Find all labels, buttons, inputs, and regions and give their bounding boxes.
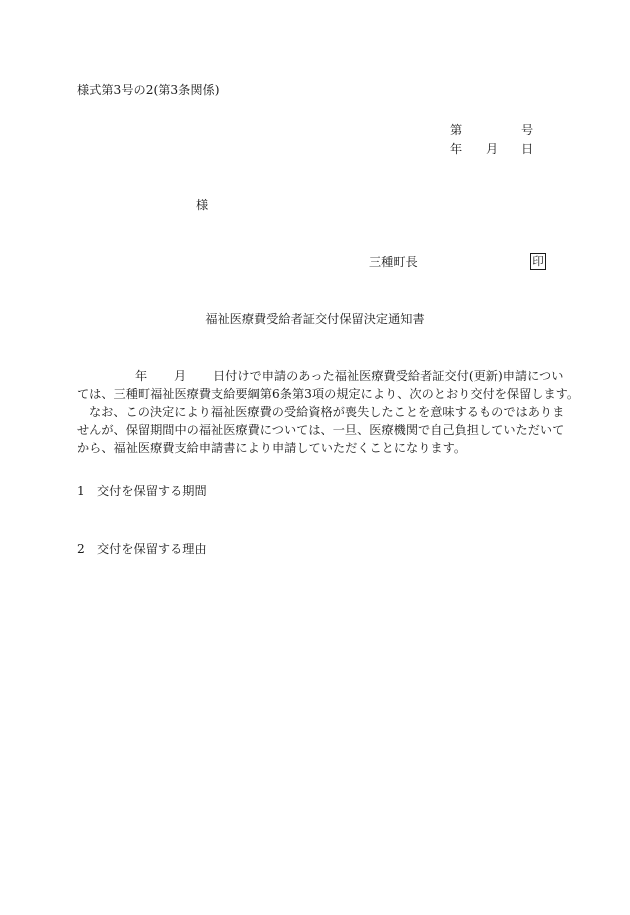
document-number-suffix: 号 xyxy=(521,123,534,137)
item-period xyxy=(77,485,207,497)
date-day-label: 日 xyxy=(521,142,534,156)
recipient-honorific: 様 xyxy=(196,198,209,212)
date-year-label: 年 xyxy=(450,142,463,156)
body-date-month-label: 月 xyxy=(174,369,187,383)
item-number: 2 xyxy=(77,542,85,556)
body-line-5: から、福祉医療費支給申請書により申請していただくことになります。 xyxy=(77,441,467,455)
document-title: 福祉医療費受給者証交付保留決定通知書 xyxy=(205,312,425,326)
document-number-prefix: 第 xyxy=(450,123,463,137)
form-number: 様式第3号の2(第3条関係) xyxy=(77,83,220,97)
item-number: 1 xyxy=(77,484,85,498)
body-date-year-label: 年 xyxy=(135,369,148,383)
item-label: 交付を保留する理由 xyxy=(97,542,207,556)
date-month-label: 月 xyxy=(486,142,499,156)
seal-stamp: 印 xyxy=(530,253,546,270)
body-line-4: せんが、保留期間中の福祉医療費については、一旦、医療機関で自己負担していただいて xyxy=(77,423,565,437)
body-line-3: なお、この決定により福祉医療費の受給資格が喪失したことを意味するものではありま xyxy=(89,405,565,419)
body-line-1-text: 日付けで申請のあった福祉医療費受給者証交付(更新)申請につい xyxy=(213,369,564,383)
body-line-2: ては、三種町福祉医療費支給要綱第6条第3項の規定により、次のとおり交付を保留します。 xyxy=(77,387,580,401)
issuer-title: 三種町長 xyxy=(369,255,418,269)
item-label: 交付を保留する期間 xyxy=(97,484,207,498)
item-reason xyxy=(77,543,207,555)
